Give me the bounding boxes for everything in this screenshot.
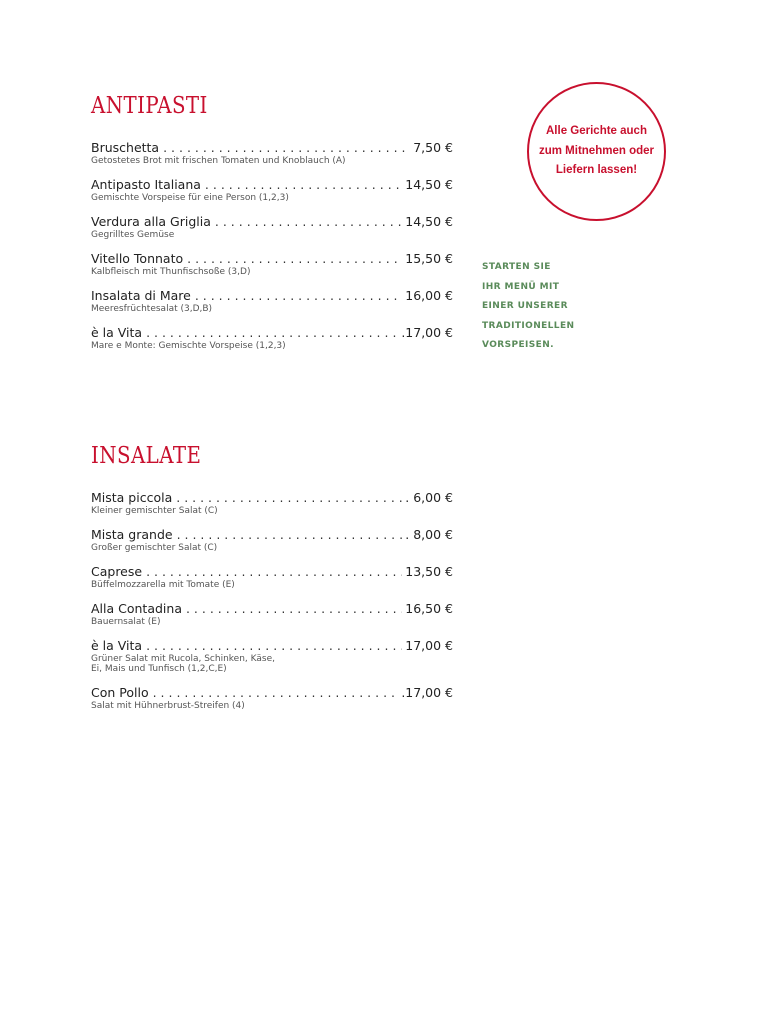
- menu-item: [91, 325, 453, 351]
- menu-item: [91, 685, 453, 711]
- notice-line: Alle Gerichte auch: [546, 125, 647, 138]
- item-price: 14,50 €: [405, 214, 453, 229]
- dot-leader: [153, 685, 399, 700]
- item-price: .17,00 €: [401, 685, 453, 700]
- item-price: 7,50 €: [413, 140, 453, 155]
- dot-leader: [146, 325, 398, 340]
- item-description: Großer gemischter Salat (C): [91, 543, 218, 553]
- dot-leader: [176, 490, 402, 505]
- dot-leader: [146, 564, 402, 579]
- item-price: .17,00 €: [401, 325, 453, 340]
- item-description: Büffelmozzarella mit Tomate (E): [91, 580, 235, 590]
- item-description: Getostetes Brot mit frischen Tomaten und Knoblauch (A): [91, 156, 346, 166]
- section-title-insalate: INSALATE: [91, 443, 202, 469]
- item-name: Bruschetta: [91, 140, 160, 155]
- item-name: è la Vita: [91, 638, 143, 653]
- item-description: Gegrilltes Gemüse: [91, 230, 175, 240]
- dot-leader: [205, 177, 402, 192]
- item-name: Insalata di Mare: [91, 288, 191, 303]
- menu-item: [91, 638, 453, 674]
- notice-line: zum Mitnehmen oder: [538, 144, 654, 157]
- item-price: 17,00 €: [405, 638, 453, 653]
- item-name: Vitello Tonnato: [91, 251, 184, 266]
- item-price: . 8,00 €: [405, 527, 453, 542]
- menu-item: [91, 527, 453, 553]
- item-description: Mare e Monte: Gemischte Vorspeise (1,2,3): [91, 341, 286, 351]
- item-description: Bauernsalat (E): [91, 617, 161, 627]
- dot-leader: [215, 214, 402, 229]
- menu-item: [91, 140, 453, 166]
- insalate-menu-list: [91, 490, 453, 711]
- menu-item: [91, 251, 453, 277]
- takeaway-notice-circle: [527, 82, 666, 221]
- tagline-line: STARTEN SIE: [482, 262, 551, 272]
- item-name: Mista piccola: [91, 490, 173, 505]
- item-description: Grüner Salat mit Rucola, Schinken, Käse, Ei, Mais und Tunfisch (1,2,C,E): [91, 654, 275, 674]
- antipasti-section: [91, 92, 453, 362]
- item-name: Alla Contadina: [91, 601, 182, 616]
- starter-tagline: [482, 258, 602, 356]
- dot-leader: [177, 527, 403, 542]
- item-price: 15,50 €: [405, 251, 453, 266]
- item-price: 16,00 €: [405, 288, 453, 303]
- tagline-line: EINER UNSERER: [482, 301, 568, 311]
- takeaway-notice-text: [531, 122, 663, 181]
- section-title-antipasti: ANTIPASTI: [91, 93, 208, 119]
- dot-leader: [195, 288, 402, 303]
- tagline-line: IHR MENÜ MIT: [482, 281, 560, 292]
- item-price: 14,50 €: [405, 177, 453, 192]
- item-description: Kalbfleisch mit Thunfischsoße (3,D): [91, 267, 251, 277]
- item-name: Mista grande: [91, 527, 173, 542]
- dot-leader: [187, 251, 402, 266]
- tagline-line: TRADITIONELLEN: [482, 320, 575, 331]
- dot-leader: [146, 638, 402, 653]
- item-name: Antipasto Italiana: [91, 177, 201, 192]
- menu-item: [91, 177, 453, 203]
- menu-item: [91, 564, 453, 590]
- item-name: Con Pollo: [91, 685, 149, 700]
- item-name: Caprese: [91, 564, 143, 579]
- menu-item: [91, 288, 453, 314]
- menu-item: [91, 490, 453, 516]
- dot-leader: [163, 140, 410, 155]
- item-price: 13,50 €: [405, 564, 453, 579]
- item-name: Verdura alla Griglia: [91, 214, 211, 229]
- item-name: è la Vita: [91, 325, 143, 340]
- tagline-line: VORSPEISEN.: [482, 340, 554, 350]
- insalate-section: [91, 442, 453, 722]
- notice-line: Liefern lassen!: [555, 164, 638, 177]
- item-description: Kleiner gemischter Salat (C): [91, 506, 218, 516]
- item-description: Meeresfrüchtesalat (3,D,B): [91, 304, 213, 314]
- item-description: Salat mit Hühnerbrust-Streifen (4): [91, 701, 245, 711]
- menu-item: [91, 214, 453, 240]
- menu-item: [91, 601, 453, 627]
- item-price: . 6,00 €: [405, 490, 453, 505]
- antipasti-menu-list: [91, 140, 453, 351]
- item-price: 16,50 €: [405, 601, 453, 616]
- dot-leader: [186, 601, 402, 616]
- item-description: Gemischte Vorspeise für eine Person (1,2,3): [91, 193, 289, 203]
